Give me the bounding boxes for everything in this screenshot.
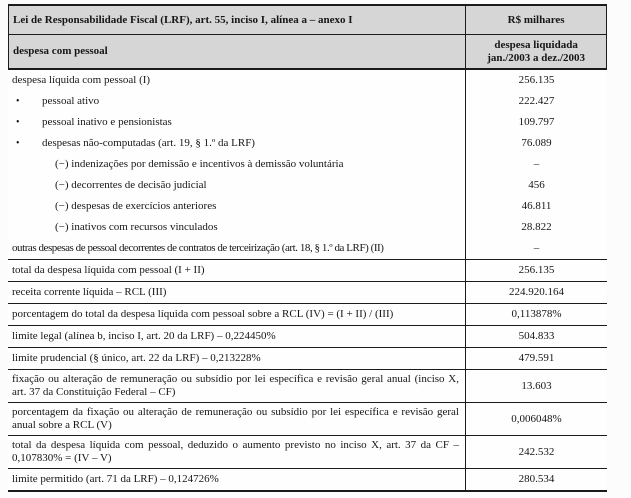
row-label: (−) inativos com recursos vinculados [55,221,218,234]
table-row [8,303,607,325]
row-value: 256.135 [465,260,607,281]
row-value: 109.797 [465,112,607,133]
row-value: 280.534 [465,469,607,490]
row-label-cell [8,282,465,303]
row-label-cell [8,154,465,175]
category-title-cell [9,35,465,68]
row-label: limite permitido (art. 71 da LRF) – 0,124726% [12,473,219,486]
unit-header-cell [465,6,607,34]
row-label: (−) indenizações por demissão e incentivos à demissão voluntária [55,158,344,171]
header-row-law [8,6,607,34]
row-value: 13.603 [465,370,607,402]
row-value: 222.427 [465,91,607,112]
period-header-cell [465,35,607,68]
row-value: 76.089 [465,133,607,154]
row-value: 456 [465,175,607,196]
table-row [8,369,607,402]
header-row-category [8,34,607,70]
row-value: 0,006048% [465,403,607,435]
row-label-cell [8,238,465,259]
table-row [8,217,607,238]
row-label-cell [8,436,465,468]
row-label-cell [8,217,465,238]
row-label-cell [8,91,465,112]
table-row [8,402,607,435]
row-value: 504.833 [465,326,607,347]
bullet-icon: • [16,95,20,107]
table-row [8,133,607,154]
row-label-cell [8,469,465,490]
table-row [8,259,607,281]
row-label: porcentagem do total da despesa líquida com pessoal sobre a RCL (IV) = (I + II) / (III) [12,308,394,321]
row-label: despesas não-computadas (art. 19, § 1.º da LRF) [42,137,255,150]
row-label: total da despesa líquida com pessoal (I + II) [12,264,205,277]
table-row [8,347,607,369]
row-label: porcentagem da fixação ou alteração de remuneração ou subsídio por lei específica e revisão geral anual sobre a RCL (V) [12,406,459,431]
table-row [8,281,607,303]
table-row [8,154,607,175]
table-row [8,112,607,133]
row-label: despesa líquida com pessoal (I) [12,74,151,87]
row-label-cell [8,348,465,369]
bullet-icon: • [16,137,20,149]
row-label-cell [8,112,465,133]
row-label-cell [8,133,465,154]
category-title: despesa com pessoal [13,45,108,58]
row-label-cell [8,70,465,91]
row-label: limite prudencial (§ único, art. 22 da LRF) – 0,213228% [12,352,261,365]
table-row [8,435,607,468]
unit-label: R$ milhares [507,13,565,26]
row-label: total da despesa líquida com pessoal, deduzido o aumento previsto no inciso X, art. 37 da CF – 0,107830% = (IV – V) [12,439,459,464]
row-value: 46.811 [465,196,607,217]
row-label-cell [8,260,465,281]
row-label-cell [8,304,465,325]
row-value: 256.135 [465,70,607,91]
bullet-icon: • [16,116,20,128]
fiscal-responsibility-table [8,4,607,492]
table-row [8,196,607,217]
row-value: 479.591 [465,348,607,369]
row-label: fixação ou alteração de remuneração ou subsídio por lei específica e revisão geral anual (inciso X, art. 37 da Constituição Federal – CF) [12,373,459,398]
row-label: (−) decorrentes de decisão judicial [55,179,207,192]
table-row [8,70,607,91]
row-label: pessoal ativo [42,95,100,108]
row-label-cell [8,175,465,196]
row-label-cell [8,326,465,347]
row-value: 242.532 [465,436,607,468]
table-row [8,325,607,347]
row-label: limite legal (alínea b, inciso I, art. 20 da LRF) – 0,224450% [12,330,276,343]
row-value: – [465,154,607,175]
row-value: 224.920.164 [465,282,607,303]
row-value: 28.822 [465,217,607,238]
period-line2: jan./2003 a dez./2003 [487,51,585,64]
row-label: pessoal inativo e pensionistas [42,116,172,129]
row-value: 0,113878% [465,304,607,325]
table-row [8,91,607,112]
table-row [8,238,607,259]
period-line1: despesa liquidada [494,38,578,51]
row-label: (−) despesas de exercícios anteriores [55,200,217,213]
table-row [8,468,607,490]
law-title-cell [9,6,465,34]
row-label-cell [8,370,465,402]
row-label-cell [8,196,465,217]
row-label-cell [8,403,465,435]
row-label: receita corrente líquida – RCL (III) [12,286,167,299]
table-row [8,175,607,196]
row-label: outras despesas de pessoal decorrentes de contratos de terceirização (art. 18, § 1.º da LRF) (II) [12,242,384,255]
law-title: Lei de Responsabilidade Fiscal (LRF), art. 55, inciso I, alínea a – anexo I [13,13,353,26]
row-value: – [465,238,607,259]
